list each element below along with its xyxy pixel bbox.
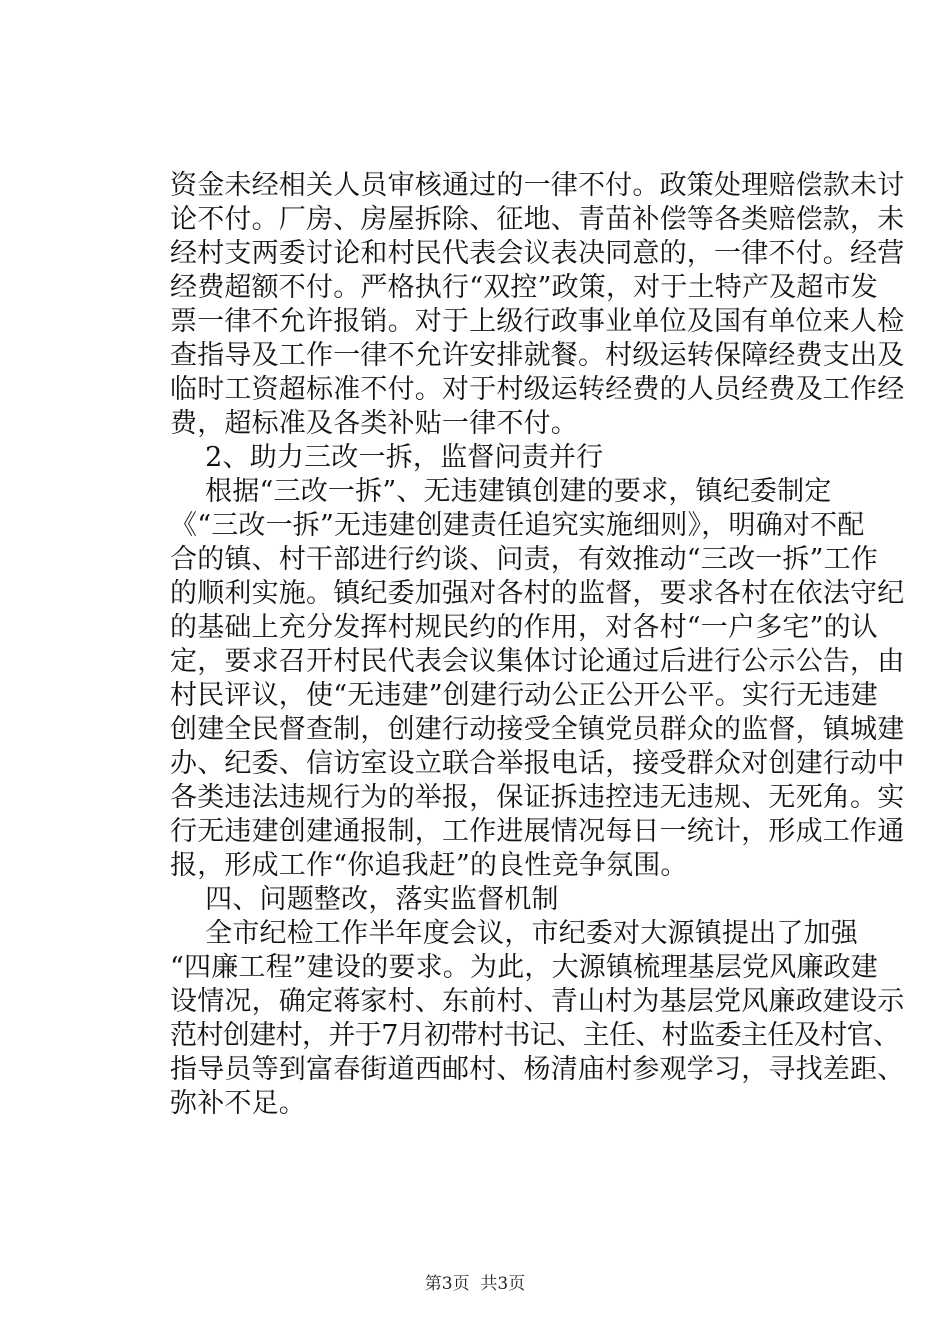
- text-line: 的顺利实施。镇纪委加强对各村的监督，要求各村在依法守纪: [170, 578, 905, 609]
- text-line: 费，超标准及各类补贴一律不付。: [170, 408, 578, 439]
- text-line: 查指导及工作一律不允许安排就餐。村级运转保障经费支出及: [170, 340, 905, 371]
- text-line: 经村支两委讨论和村民代表会议表决同意的，一律不付。经营: [170, 238, 905, 269]
- text-line: 《“三改一拆”无违建创建责任追究实施细则》，明确对不配: [170, 510, 865, 541]
- text-line: 论不付。厂房、房屋拆除、征地、青苗补偿等各类赔偿款，未: [170, 204, 905, 235]
- text-line: 根据“三改一拆”、无违建镇创建的要求，镇纪委制定: [170, 476, 832, 507]
- text-line: 合的镇、村干部进行约谈、问责，有效推动“三改一拆”工作: [170, 544, 879, 575]
- text-line: 办、纪委、信访室设立联合举报电话，接受群众对创建行动中: [170, 748, 905, 779]
- text-line: 经费超额不付。严格执行“双控”政策，对于土特产及超市发: [170, 272, 879, 303]
- text-line: 临时工资超标准不付。对于村级运转经费的人员经费及工作经: [170, 374, 905, 405]
- text-line: “四廉工程”建设的要求。为此，大源镇梳理基层党风廉政建: [170, 952, 879, 983]
- text-line: 各类违法违规行为的举报，保证拆违控违无违规、无死角。实: [170, 782, 905, 813]
- text-line: 村民评议，使“无违建”创建行动公正公开公平。实行无违建: [170, 680, 879, 711]
- text-line: 定，要求召开村民代表会议集体讨论通过后进行公示公告，由: [170, 646, 905, 677]
- text-line: 行无违建创建通报制，工作进展情况每日一统计，形成工作通: [170, 816, 905, 847]
- text-line: 范村创建村，并于7月初带村书记、主任、村监委主任及村官、: [170, 1020, 900, 1051]
- text-line: 设情况，确定蒋家村、东前村、青山村为基层党风廉政建设示: [170, 986, 905, 1017]
- text-line: 的基础上充分发挥村规民约的作用，对各村“一户多宅”的认: [170, 612, 879, 643]
- text-line: 创建全民督查制，创建行动接受全镇党员群众的监督，镇城建: [170, 714, 905, 745]
- page-number: 第3页 共3页: [424, 1274, 526, 1294]
- text-line: 资金未经相关人员审核通过的一律不付。政策处理赔偿款未讨: [170, 170, 905, 201]
- text-line: 指导员等到富春街道西邮村、杨清庙村参观学习，寻找差距、: [170, 1054, 905, 1085]
- section-heading: 2、助力三改一拆，监督问责并行: [170, 442, 604, 473]
- text-line: 报，形成工作“你追我赶”的良性竞争氛围。: [170, 850, 688, 881]
- text-line: 弥补不足。: [170, 1088, 306, 1119]
- text-line: 票一律不允许报销。对于上级行政事业单位及国有单位来人检: [170, 306, 905, 337]
- text-line: 全市纪检工作半年度会议，市纪委对大源镇提出了加强: [170, 918, 858, 949]
- section-heading: 四、问题整改，落实监督机制: [170, 884, 559, 915]
